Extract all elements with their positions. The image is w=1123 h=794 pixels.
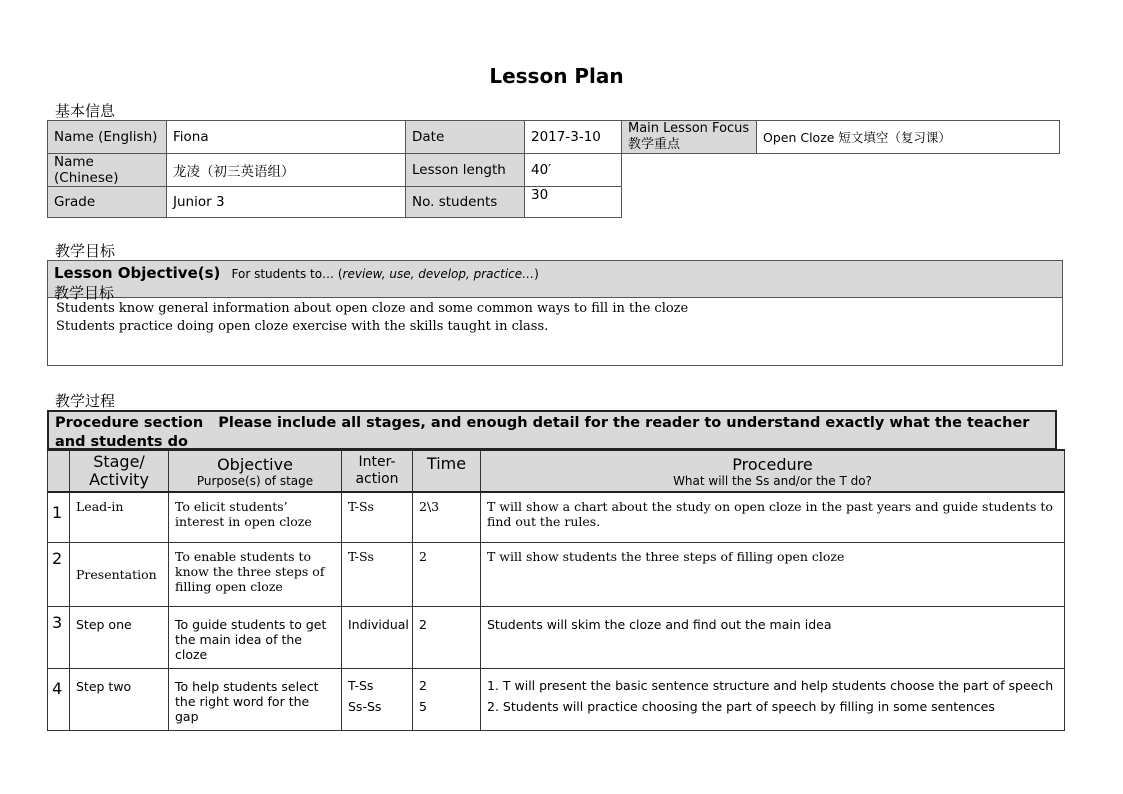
- name-cn-label: Name (Chinese): [48, 154, 167, 187]
- row-objective: To elicit students’ interest in open cloze: [169, 492, 342, 542]
- length-value: 40′: [525, 154, 622, 187]
- focus-value: Open Cloze 短文填空（复习课）: [757, 121, 1060, 154]
- row-time: 2: [413, 606, 481, 668]
- row-objective: To help students select the right word for the gap: [169, 668, 342, 730]
- date-value: 2017-3-10: [525, 121, 622, 154]
- basic-info-heading: 基本信息: [55, 102, 116, 120]
- grade-value: Junior 3: [167, 187, 406, 218]
- header-objective: Objective Purpose(s) of stage: [169, 450, 342, 492]
- row-number: 4: [48, 668, 70, 730]
- objectives-title: Lesson Objective(s): [54, 264, 221, 282]
- row-objective: To enable students to know the three steps of filling open cloze: [169, 542, 342, 606]
- row-stage: Step two: [70, 668, 169, 730]
- row-interaction: Individual: [342, 606, 413, 668]
- header-stage: Stage/ Activity: [70, 450, 169, 492]
- objectives-prompt: For students to… (review, use, develop, practice…): [231, 267, 539, 281]
- page-title: Lesson Plan: [489, 64, 624, 88]
- focus-label-en: Main Lesson Focus: [628, 121, 750, 136]
- table-row: [48, 542, 1065, 606]
- objective-line: Students know general information about open cloze and some common ways to fill in the cloze: [56, 301, 689, 316]
- students-label: No. students: [406, 187, 525, 218]
- focus-label-cn: 教学重点: [628, 137, 681, 152]
- objectives-body: [48, 298, 1062, 338]
- objectives-heading: 教学目标: [55, 242, 116, 260]
- students-value: 30: [525, 187, 622, 218]
- row-stage: Step one: [70, 606, 169, 668]
- table-row: [48, 606, 1065, 668]
- row-stage: Presentation: [70, 542, 169, 606]
- table-row: [48, 668, 1065, 730]
- header-time: Time: [413, 450, 481, 492]
- row-number: 2: [48, 542, 70, 606]
- row-procedure: T will show a chart about the study on open cloze in the past years and guide students to find out the rules.: [481, 492, 1065, 542]
- row-time: 2 5: [413, 668, 481, 730]
- objective-line: Students practice doing open cloze exercise with the skills taught in class.: [56, 319, 549, 334]
- row-interaction: T-Ss Ss-Ss: [342, 668, 413, 730]
- row-procedure: 1. T will present the basic sentence structure and help students choose the part of speech 2. Students will practice choosing the part of speech by filling in some sentences: [481, 668, 1065, 730]
- basic-info-table: [47, 120, 1060, 218]
- header-interaction: Inter-action: [342, 450, 413, 492]
- row-time: 2\3: [413, 492, 481, 542]
- objectives-box: [47, 260, 1063, 366]
- grade-label: Grade: [48, 187, 167, 218]
- length-label: Lesson length: [406, 154, 525, 187]
- procedure-heading: 教学过程: [55, 392, 116, 410]
- name-en-label: Name (English): [48, 121, 167, 154]
- row-procedure: T will show students the three steps of filling open cloze: [481, 542, 1065, 606]
- focus-label: [622, 121, 757, 154]
- header-procedure: Procedure What will the Ss and/or the T do?: [481, 450, 1065, 492]
- date-label: Date: [406, 121, 525, 154]
- row-procedure: Students will skim the cloze and find out the main idea: [481, 606, 1065, 668]
- procedure-note: Please include all stages, and enough detail for the reader to understand exactly what the teacher and students do: [55, 415, 1030, 450]
- row-time: 2: [413, 542, 481, 606]
- row-objective: To guide students to get the main idea of the cloze: [169, 606, 342, 668]
- name-en-value: Fiona: [167, 121, 406, 154]
- procedure-table: [47, 449, 1065, 731]
- objectives-header: [48, 261, 1062, 302]
- header-corner: [48, 450, 70, 492]
- objectives-title-cn: 教学目标: [54, 284, 115, 302]
- row-number: 3: [48, 606, 70, 668]
- procedure-header: [47, 410, 1057, 450]
- table-row: [48, 492, 1065, 542]
- name-cn-value: 龙凌（初三英语组）: [167, 154, 406, 187]
- row-stage: Lead-in: [70, 492, 169, 542]
- row-interaction: T-Ss: [342, 542, 413, 606]
- row-interaction: T-Ss: [342, 492, 413, 542]
- procedure-title: Procedure section: [55, 415, 204, 431]
- row-number: 1: [48, 492, 70, 542]
